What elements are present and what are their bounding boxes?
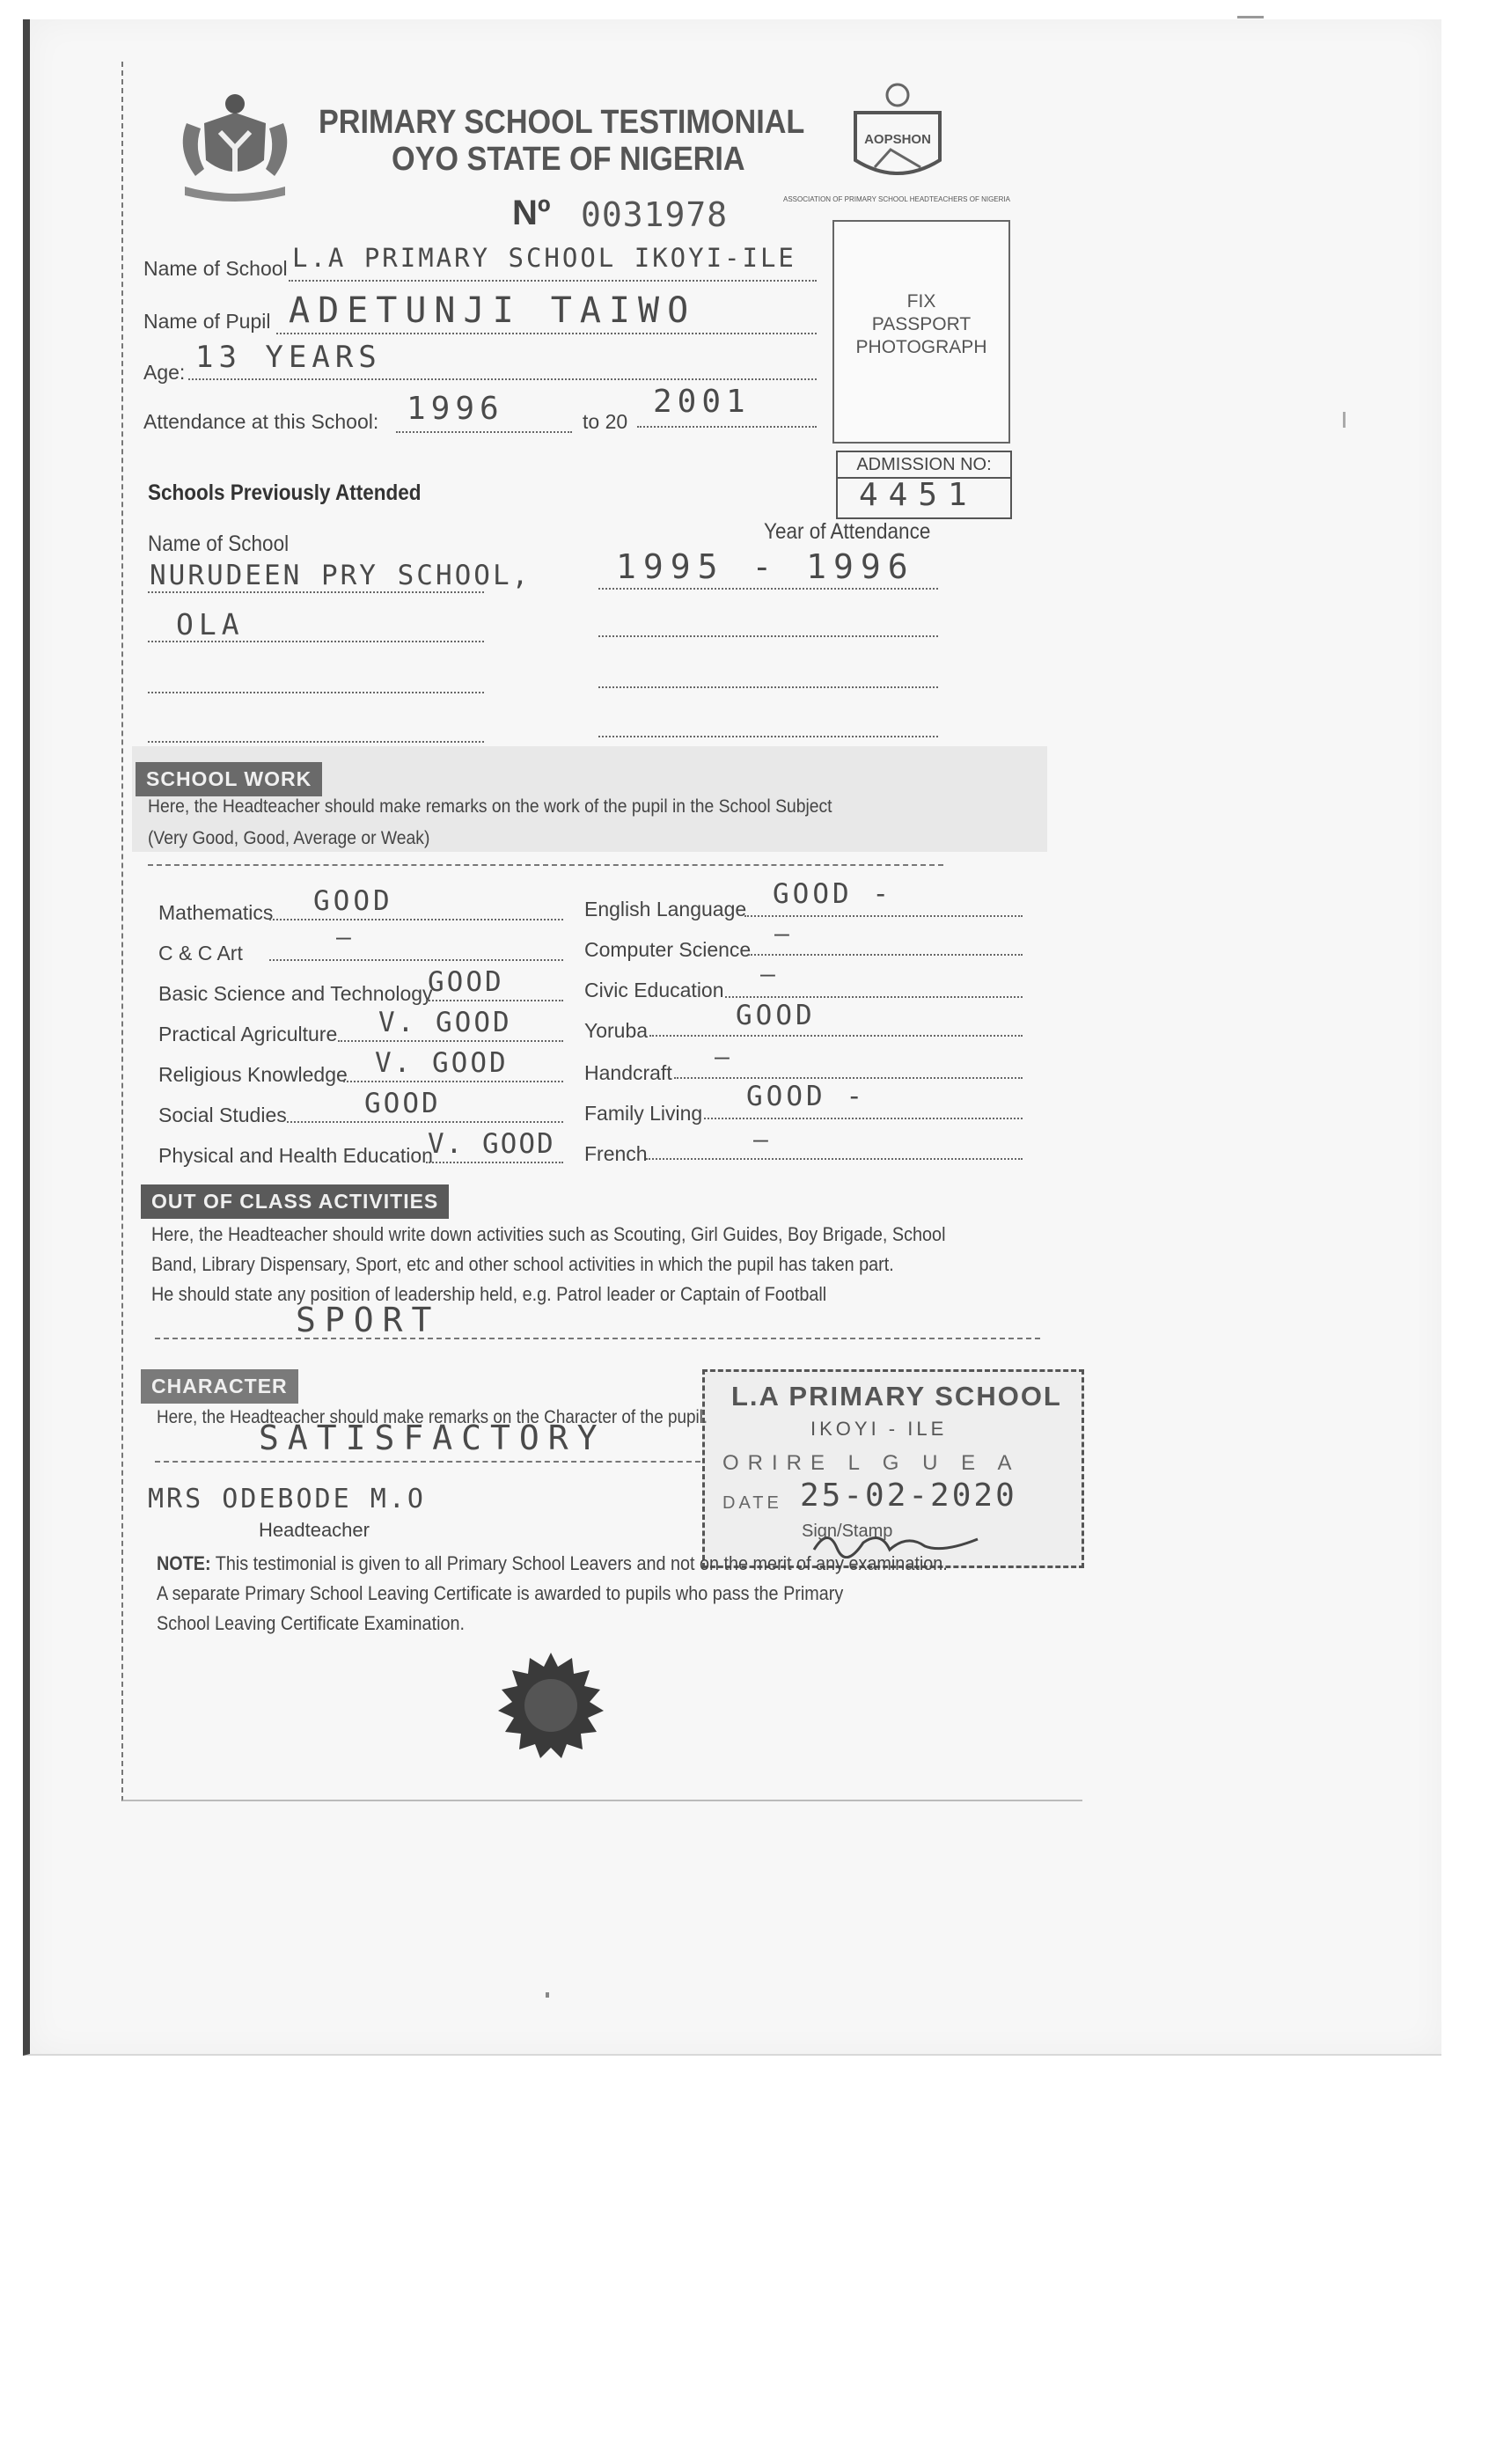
activities-banner: OUT OF CLASS ACTIVITIES <box>141 1184 449 1219</box>
previous-year-line-2 <box>598 635 938 637</box>
admission-box <box>836 451 1012 519</box>
subject-line <box>343 1081 563 1082</box>
activities-value: SPORT <box>296 1301 441 1339</box>
subject-grade: GOOD <box>364 1088 441 1119</box>
photo-box-line2: PASSPORT <box>871 314 972 334</box>
age-line <box>188 378 817 380</box>
character-line <box>155 1461 700 1463</box>
previous-year-line-3 <box>598 686 938 688</box>
stamp-date-label: DATE <box>722 1493 782 1513</box>
previous-schools-heading: Schools Previously Attended <box>148 480 422 505</box>
school-name-value: L.A PRIMARY SCHOOL IKOYI-ILE <box>292 243 796 273</box>
pupil-name-line <box>276 333 817 334</box>
previous-school-line-4 <box>148 741 484 743</box>
subject-label: Basic Science and Technology <box>158 982 433 1005</box>
subject-grade: V. GOOD <box>428 1128 555 1160</box>
school-work-instruction-2: (Very Good, Good, Average or Weak) <box>148 828 430 848</box>
subject-line <box>269 959 563 961</box>
subject-label: Practical Agriculture <box>158 1023 338 1045</box>
subject-label: Physical and Health Education <box>158 1144 433 1167</box>
subject-line <box>269 919 563 920</box>
age-value: 13 YEARS <box>195 340 382 375</box>
stamp-sign-label: Sign/Stamp <box>802 1522 893 1541</box>
photo-box-line1: FIX <box>906 291 936 312</box>
subject-grade: — <box>753 1125 773 1154</box>
subject-label: Religious Knowledge <box>158 1063 348 1086</box>
subject-grade: V. GOOD <box>378 1007 512 1038</box>
previous-year-line-1 <box>598 588 938 590</box>
attendance-to-line <box>637 426 817 428</box>
subject-line <box>704 1118 1023 1119</box>
subject-grade: — <box>715 1042 734 1071</box>
character-instruction: Here, the Headteacher should make remarks on the Character of the pupil. <box>157 1407 708 1427</box>
passport-photo-box <box>832 220 1010 444</box>
subject-label: Mathematics <box>158 901 274 924</box>
admission-label: ADMISSION NO: <box>838 452 1010 479</box>
subject-grade: GOOD <box>428 966 504 998</box>
headteacher-label: Headteacher <box>259 1519 370 1541</box>
number-prefix: Nº <box>512 194 551 232</box>
activities-instruction-3: He should state any position of leadership held, e.g. Patrol leader or Captain of Football <box>151 1283 827 1305</box>
subject-label: French <box>584 1142 648 1165</box>
activities-line <box>155 1338 1040 1339</box>
aopshon-caption: ASSOCIATION OF PRIMARY SCHOOL HEADTEACHERS OF NIGERIA <box>783 195 1010 203</box>
activities-instruction-2: Band, Library Dispensary, Sport, etc and other school activities in which the pupil has taken part. <box>151 1253 894 1275</box>
attendance-label: Attendance at this School: <box>143 410 379 433</box>
school-work-divider <box>148 864 943 866</box>
pupil-name-label: Name of Pupil <box>143 310 271 333</box>
subject-line <box>646 1158 1023 1160</box>
subject-line <box>674 1077 1023 1079</box>
subject-line <box>748 954 1023 956</box>
subject-line <box>287 1121 563 1123</box>
attendance-to-value: 2001 <box>653 384 751 420</box>
coat-of-arms-icon <box>169 88 301 207</box>
document-title: PRIMARY SCHOOL TESTIMONIAL <box>319 104 805 141</box>
stamp-school-name: L.A PRIMARY SCHOOL <box>731 1381 1062 1412</box>
previous-school-value-2: OLA <box>176 607 245 642</box>
subject-line <box>426 1162 563 1163</box>
serial-number: 0031978 <box>581 195 729 234</box>
note-line-1 <box>157 1549 948 1578</box>
stamp-date-value: 25-02-2020 <box>800 1478 1017 1514</box>
scan-speck <box>1237 16 1264 18</box>
aopshon-badge-text: AOPSHON <box>864 132 931 147</box>
attendance-to-label: to 20 <box>583 410 628 433</box>
previous-school-value-1: NURUDEEN PRY SCHOOL, <box>150 560 532 591</box>
subject-grade: GOOD - <box>773 878 892 910</box>
note-text-1: This testimonial is given to all Primary School Leavers and not on the merit of any examination. <box>215 1552 948 1574</box>
subject-label: English Language <box>584 898 747 920</box>
previous-school-col-header: Name of School <box>148 532 290 556</box>
character-value: SATISFACTORY <box>259 1419 606 1457</box>
subject-grade: — <box>774 919 794 948</box>
subject-line <box>725 996 1023 998</box>
subject-label: C & C Art <box>158 942 243 964</box>
subject-line <box>744 915 1023 917</box>
school-name-label: Name of School <box>143 257 288 280</box>
stamp-lga: ORIRE L G U E A <box>722 1451 1021 1475</box>
activities-instruction-1: Here, the Headteacher should write down activities such as Scouting, Girl Guides, Boy Brigade, School <box>151 1223 946 1245</box>
subject-line <box>338 1040 563 1042</box>
age-label: Age: <box>143 361 186 384</box>
school-work-instruction-1: Here, the Headteacher should make remarks on the work of the pupil in the School Subject <box>148 796 832 817</box>
note-line-3: School Leaving Certificate Examination. <box>157 1612 466 1634</box>
subject-label: Social Studies <box>158 1104 287 1126</box>
headteacher-name: MRS ODEBODE M.O <box>148 1484 426 1514</box>
subject-grade: GOOD <box>313 885 393 917</box>
subject-grade: GOOD <box>736 1000 816 1031</box>
note-label: NOTE: <box>157 1552 211 1574</box>
note-line-2: A separate Primary School Leaving Certificate is awarded to pupils who pass the Primary <box>157 1582 844 1604</box>
subject-label: Family Living <box>584 1102 703 1125</box>
subject-label: Civic Education <box>584 979 724 1001</box>
subject-grade: GOOD - <box>746 1081 866 1112</box>
admission-value: 4451 <box>859 477 978 513</box>
scan-speck <box>546 1992 549 1998</box>
character-banner: CHARACTER <box>141 1369 298 1404</box>
subject-line <box>426 1000 563 1001</box>
subject-grade: — <box>760 959 780 988</box>
previous-year-line-4 <box>598 736 938 737</box>
embossed-seal-icon <box>496 1651 605 1760</box>
subject-line <box>649 1035 1023 1037</box>
school-name-line <box>289 280 817 282</box>
previous-year-col-header: Year of Attendance <box>764 519 931 544</box>
document-subtitle: OYO STATE OF NIGERIA <box>392 141 745 178</box>
attendance-from-line <box>396 431 572 433</box>
previous-school-line-3 <box>148 692 484 693</box>
subject-label: Handcraft <box>584 1061 672 1084</box>
subject-grade: — <box>336 922 356 951</box>
previous-school-line-1 <box>148 591 484 593</box>
subject-label: Yoruba <box>584 1019 649 1042</box>
subject-grade: V. GOOD <box>375 1047 509 1079</box>
subject-label: Computer Science <box>584 938 752 961</box>
attendance-from-value: 1996 <box>407 391 504 427</box>
scan-speck <box>1343 412 1346 428</box>
photo-box-line3: PHOTOGRAPH <box>855 337 987 357</box>
pupil-name-value: ADETUNJI TAIWO <box>289 290 697 331</box>
stamp-location: IKOYI - ILE <box>810 1418 948 1440</box>
previous-year-value: 1995 - 1996 <box>616 547 915 586</box>
school-work-banner: SCHOOL WORK <box>136 762 322 796</box>
school-stamp <box>702 1369 1084 1568</box>
